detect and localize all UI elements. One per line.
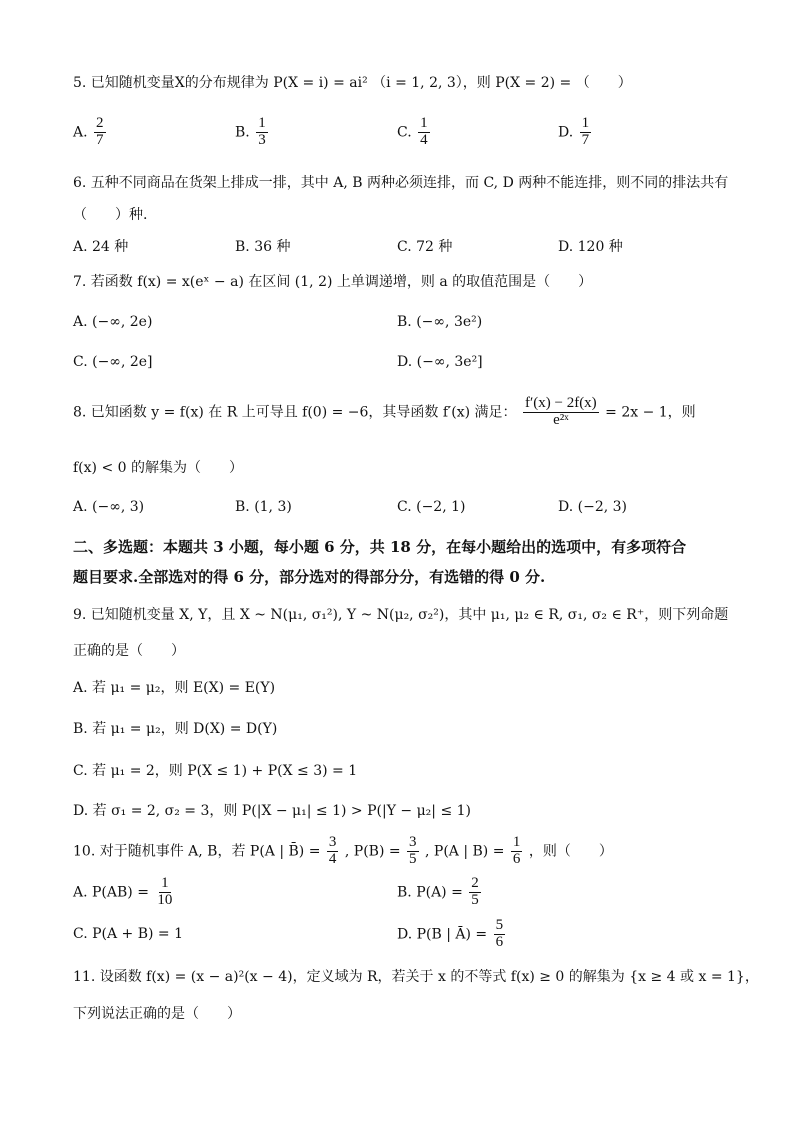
q10-text-a: 10. 对于随机事件 A, B，若 P(A | B̄) = [73,843,321,860]
q10-fraction-3: $\frac{1}{6}$ [512,834,521,867]
q9-option-c[interactable]: C. 若 μ₁ = 2，则 P(X ≤ 1) + P(X ≤ 3) = 1 [73,763,358,779]
option-fraction: $\frac{2}{5}$ [471,875,479,908]
option-letter: A. [73,124,88,141]
option-letter: C. [397,124,412,141]
q9-option-a[interactable]: A. 若 μ₁ = μ₂，则 E(X) = E(Y) [73,680,276,696]
q7-option-a[interactable]: A. (−∞, 2e) [73,314,153,330]
q8-text-b: = 2x − 1，则 [605,404,696,421]
q6-option-d[interactable]: D. 120 种 [558,239,623,255]
q7-text: 7. 若函数 f(x) = x(eˣ − a) 在区间 (1, 2) 上单调递增，则 a 的取值范围是（ ） [73,274,593,290]
q10-text-d: ，则（ ） [528,843,613,860]
q6-text-line2: （ ）种. [73,207,148,223]
q9-option-d[interactable]: D. 若 σ₁ = 2, σ₂ = 3，则 P(|X − μ₁| ≤ 1) > P(|Y − μ₂| ≤ 1) [73,803,471,819]
q6-option-a[interactable]: A. 24 种 [73,239,129,255]
option-fraction: $\frac{1}{4}$ [420,115,428,148]
q5-option-c[interactable] [397,116,432,149]
q5-option-b[interactable] [235,116,270,149]
q10-option-d[interactable] [397,918,507,951]
q10-option-c[interactable] [73,926,183,942]
option-label: D. P(B | Ā) = [397,926,488,943]
q11-text-line2: 下列说法正确的是（ ） [73,1006,241,1022]
q8-option-b[interactable]: B. (1, 3) [235,499,292,515]
q10-text-c: , P(A | B) = [425,843,505,860]
q8-text-a: 8. 已知函数 y = f(x) 在 R 上可导且 f(0) = −6，其导函数 f′(x) 满足： [73,404,517,421]
option-fraction: $\frac{1}{7}$ [581,115,590,148]
q8-derivative-fraction: $\frac{f'(x) - 2f(x)}{\text{e²ˣ}}$ [524,395,597,428]
q8-text-line1 [73,396,696,429]
q6-option-b[interactable]: B. 36 种 [235,239,291,255]
q5-option-d[interactable] [558,116,593,149]
q10-option-b[interactable] [397,876,483,909]
q7-option-b[interactable]: B. (−∞, 3e²) [397,314,483,330]
q9-text-line2: 正确的是（ ） [73,643,185,659]
option-label: A. P(AB) = [73,884,149,901]
q7-option-d[interactable]: D. (−∞, 3e²] [397,354,483,370]
q10-fraction-2: $\frac{3}{5}$ [409,834,417,867]
option-label: B. P(A) = [397,884,463,901]
option-fraction: $\frac{2}{7}$ [96,115,104,148]
q5-option-a[interactable] [73,116,108,149]
option-label: C. P(A + B) = 1 [73,926,184,942]
section-heading-line2: 题目要求.全部选对的得 6 分，部分选对的得部分分，有选错的得 0 分. [73,568,546,586]
q8-option-d[interactable]: D. (−2, 3) [558,499,627,515]
q5-text: 5. 已知随机变量X的分布规律为 P(X = i) = ai² （i = 1, 2, 3），则 P(X = 2) = （ ） [73,75,632,91]
q8-text-line2: f(x) < 0 的解集为（ ） [73,460,243,476]
q11-text-line1: 11. 设函数 f(x) = (x − a)²(x − 4)，定义域为 R，若关于 x 的不等式 f(x) ≥ 0 的解集为 {x ≥ 4 或 x = 1}， [73,969,759,985]
q10-fraction-1: $\frac{3}{4}$ [328,834,337,867]
option-letter: B. [235,124,250,141]
q10-text-b: , P(B) = [344,843,401,860]
q6-option-c[interactable]: C. 72 种 [397,239,453,255]
option-letter: D. [558,124,574,141]
q9-text-line1: 9. 已知随机变量 X, Y，且 X ~ N(μ₁, σ₁²), Y ~ N(μ₂, σ₂²)，其中 μ₁, μ₂ ∈ R, σ₁, σ₂ ∈ R⁺，则下列命题 [73,607,729,623]
option-fraction: $\frac{1}{10}$ [157,875,173,908]
section-heading-line1: 二、多选题：本题共 3 小题，每小题 6 分，共 18 分，在每小题给出的选项中，有多项符合 [73,538,687,556]
option-fraction: $\frac{1}{3}$ [258,115,266,148]
q10-text [73,835,613,868]
q10-option-a[interactable] [73,876,176,909]
q7-option-c[interactable]: C. (−∞, 2e] [73,354,153,370]
option-fraction: $\frac{5}{6}$ [495,917,504,950]
q8-option-c[interactable]: C. (−2, 1) [397,499,466,515]
q9-option-b[interactable]: B. 若 μ₁ = μ₂，则 D(X) = D(Y) [73,721,278,737]
q6-text-line1: 6. 五种不同商品在货架上排成一排，其中 A, B 两种必须连排，而 C, D 两种不能连排，则不同的排法共有 [73,175,729,191]
q8-option-a[interactable]: A. (−∞, 3) [73,499,145,515]
